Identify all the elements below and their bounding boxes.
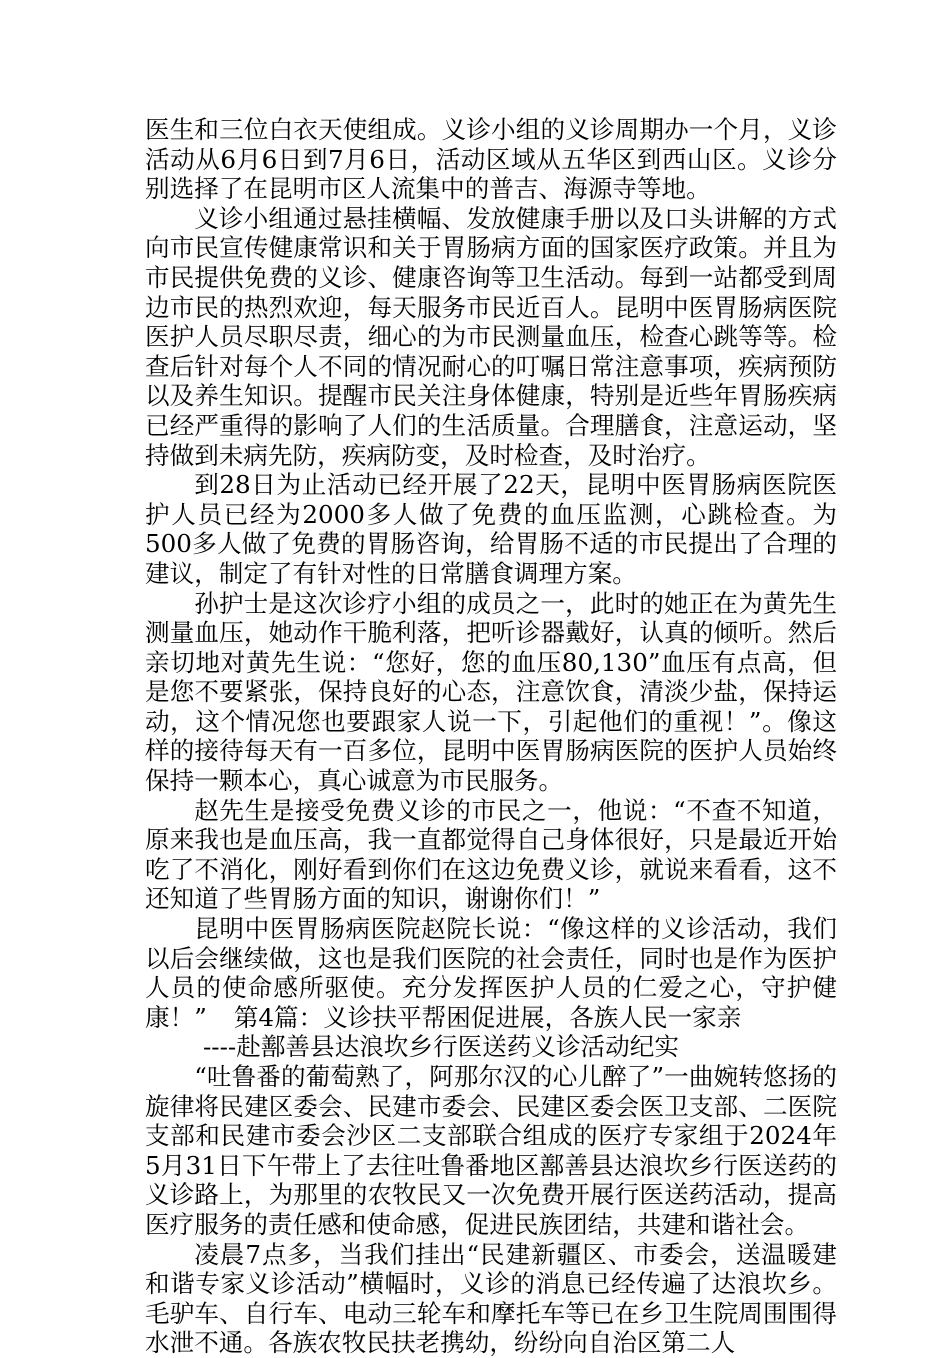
paragraph-2: 义诊小组通过悬挂横幅、发放健康手册以及口头讲解的方式向市民宣传健康常识和关于胃肠病方面的国家医疗政策。并且为市民提供免费的义诊、健康咨询等卫生活动。每到一站都受到周边市民的热烈欢迎，每天服务市民近百人。昆明中医胃肠病医院医护人员尽职尽责，细心的为市民测量血压，检查心跳等等。检查后针对每个人不同的情况耐心的叮嘱日常注意事项，疾病预防以及养生知识。提醒市民关注身体健康，特别是近些年胃肠疾病已经严重得的影响了人们的生活质量。合理膳食，注意运动，坚持做到未病先防，疾病防变，及时检查，及时治疗。: [145, 203, 837, 470]
paragraph-4: 孙护士是这次诊疗小组的成员之一，此时的她正在为黄先生测量血压，她动作干脆利落，把听诊器戴好，认真的倾听。然后亲切地对黄先生说：“您好，您的血压80,130”血压有点高，但是您不要紧张，保持良好的心态，注意饮食，清淡少盐，保持运动，这个情况您也要跟家人说一下，引起他们的重视！”。像这样的接待每天有一百多位，昆明中医胃肠病医院的医护人员始终保持一颗本心，真心诚意为市民服务。: [145, 588, 837, 796]
paragraph-3: 到28日为止活动已经开展了22天，昆明中医胃肠病医院医护人员已经为2000多人做了免费的血压监测，心跳检查。为500多人做了免费的胃肠咨询，给胃肠不适的市民提出了合理的建议，制定了有针对性的日常膳食调理方案。: [145, 470, 837, 588]
section-subtitle: ----赴鄯善县达浪坎乡行医送药义诊活动纪实: [203, 1032, 679, 1062]
paragraph-6: [145, 914, 837, 1032]
section-heading: 第4篇：义诊扶平帮困促进展，各族人民一家亲: [233, 1002, 742, 1032]
paragraph-1: 医生和三位白衣天使组成。义诊小组的义诊周期办一个月，义诊活动从6月6日到7月6日，活动区域从五华区到西山区。义诊分别选择了在昆明市区人流集中的普吉、海源寺等地。: [145, 115, 837, 204]
paragraph-5: 赵先生是接受免费义诊的市民之一，他说：“不查不知道，原来我也是血压高，我一直都觉得自己身体很好，只是最近开始吃了不消化，刚好看到你们在这边免费义诊，就说来看看，这不还知道了些胃肠方面的知识，谢谢你们！”: [145, 795, 837, 914]
paragraph-7: “吐鲁番的葡萄熟了，阿那尔汉的心儿醉了”一曲婉转悠扬的旋律将民建区委会、民建市委会、民建区委会医卫支部、二医院支部和民建市委会沙区二支部联合组成的医疗专家组于2024年5月31日下午带上了去往吐鲁番地区鄯善县达浪坎乡行医送药的义诊路上，为那里的农牧民又一次免费开展行医送药活动，提高医疗服务的责任感和使命感，促进民族团结，共建和谐社会。: [145, 1062, 837, 1239]
document-page: [145, 115, 837, 1358]
paragraph-8: 凌晨7点多，当我们挂出“民建新疆区、市委会，送温暖建和谐专家义诊活动”横幅时，义诊的消息已经传遍了达浪坎乡。毛驴车、自行车、电动三轮车和摩托车等已在乡卫生院周围围得水泄不通。各族农牧民扶老携幼，纷纷向自治区第二人: [145, 1239, 837, 1358]
paragraph-6-text: 昆明中医胃肠病医院赵院长说：“像这样的义诊活动，我们以后会继续做，这也是我们医院的社会责任，同时也是作为医护人员的使命感所驱使。充分发挥医护人员的仁爱之心，守护健康！”: [145, 914, 837, 1032]
